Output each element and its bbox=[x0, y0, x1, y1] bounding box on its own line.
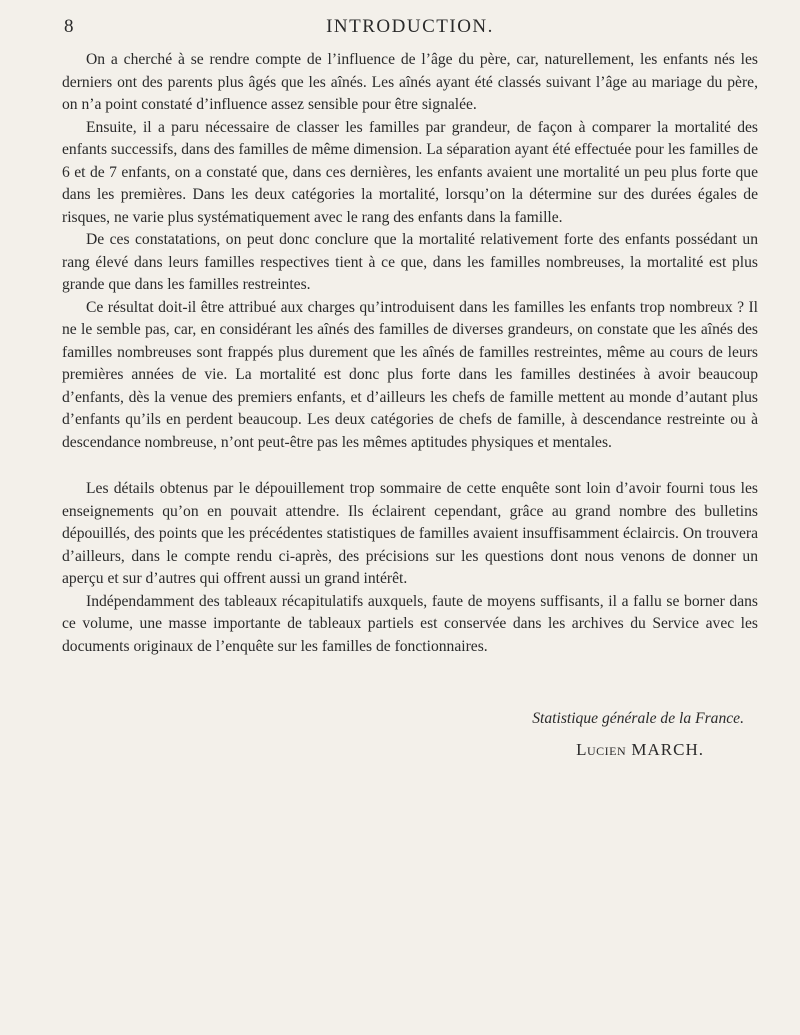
signature-block bbox=[532, 710, 752, 760]
paragraph-1: On a cherché à se rendre compte de l’influence de l’âge du père, car, naturellement, les enfants nés les derniers ont des parents plus âgés que les aînés. Les aînés ayant été classés suivant l’âge au mariage du père, on n’a point constaté d’influence assez sensible pour être signalée. bbox=[62, 51, 758, 113]
author-first-name: Lucien bbox=[576, 740, 627, 759]
signature-institution: Statistique générale de la France. bbox=[532, 710, 744, 727]
signature-author bbox=[532, 740, 704, 760]
page-header bbox=[60, 10, 760, 40]
author-last-name: MARCH. bbox=[631, 740, 704, 759]
paragraph-2: Ensuite, il a paru nécessaire de classer les familles par grandeur, de façon à comparer la mortalité des enfants successifs, dans des familles de même dimension. La séparation ayant été effectuée pour les familles de 6 et de 7 enfants, on a constaté que, dans ces dernières, les enfants avaient une mortalité un peu plus forte que dans les premières. Dans les deux catégories la mortalité, lorsqu’on la détermine sur des durées égales de risques, ne varie plus systématiquement avec le rang des enfants dans la famille. bbox=[62, 118, 758, 226]
paragraph-6: Indépendamment des tableaux récapitulatifs auxquels, faute de moyens suffisants, il a fallu se borner dans ce volume, une masse importante de tableaux partiels est conservée dans les archives du Service avec les documents originaux de l’enquête sur les familles de fonctionnaires. bbox=[62, 592, 758, 655]
paragraph-5: Les détails obtenus par le dépouillement trop sommaire de cette enquête sont loin d’avoir fourni tous les enseignements qu’on en pouvait attendre. Ils éclairent cependant, grâce au grand nombre des bulletins dépouillés, des points que les précédentes statistiques de familles avaient insuffisamment éclaircis. On trouvera d’ailleurs, dans le compte rendu ci-après, des précisions sur les questions dont nous venons de donner un aperçu et sur d’autres qui offrent aussi un grand intérêt. bbox=[62, 480, 758, 587]
body-text bbox=[62, 49, 758, 658]
running-title: INTRODUCTION. bbox=[326, 16, 494, 37]
paragraph-4: Ce résultat doit-il être attribué aux charges qu’introduisent dans les familles les enfants trop nombreux ? Il ne le semble pas, car, en considérant les aînés des familles de diverses grandeurs, on constate que les aînés des familles nombreuses sont frappés plus durement que les aînés de familles restreintes, même au cours de leurs premières années de vie. La mortalité est donc plus forte dans les familles destinées à avoir beaucoup d’enfants, dès la venue des premiers enfants, et d’ailleurs les chefs de famille mettent au monde d’autant plus d’enfants qu’ils en perdent beaucoup. Les deux catégories de chefs de famille, à descendance restreinte ou à descendance nombreuse, n’ont peut-être pas les mêmes aptitudes physiques et mentales. bbox=[62, 298, 758, 451]
paragraph-3: De ces constatations, on peut donc conclure que la mortalité relativement forte des enfants possédant un rang élevé dans leurs familles respectives tient à ce que, dans les familles nombreuses, la mortalité est plus grande que dans les familles restreintes. bbox=[62, 231, 758, 293]
page-number: 8 bbox=[64, 16, 74, 37]
